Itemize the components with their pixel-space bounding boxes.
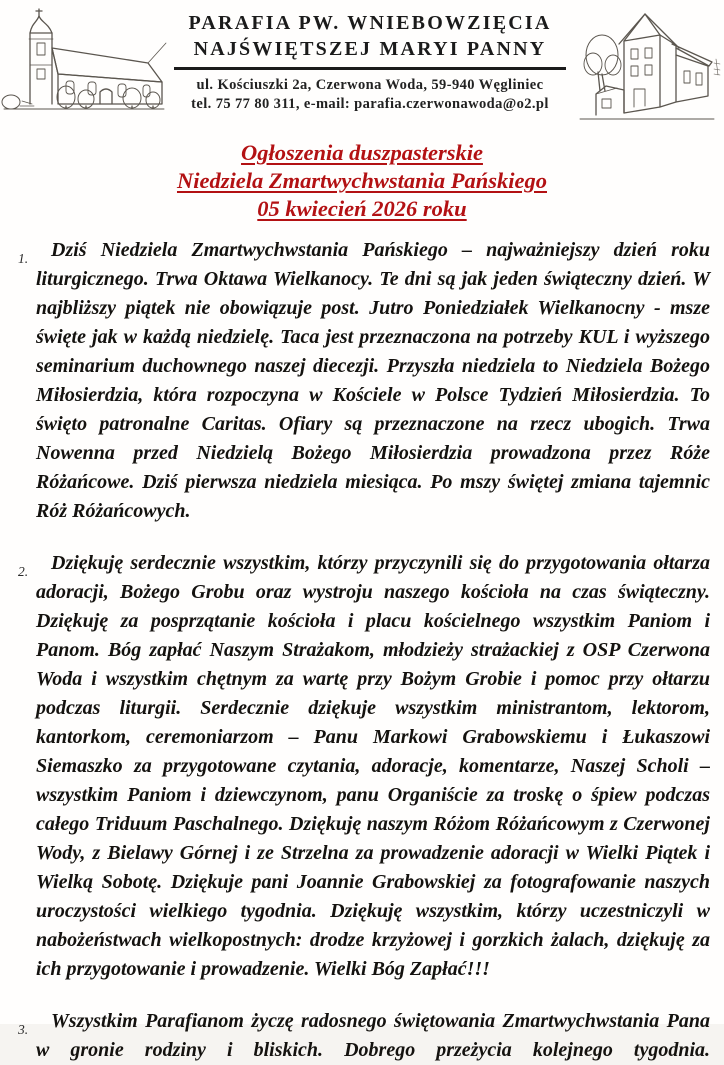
item-text: Dziś Niedziela Zmartwychwstania Pańskiego – najważniejszy dzień roku liturgicznego. Trwa Oktawa Wielkanocy. Te dni są jak jeden świąteczny dzień. W najbliższy piątek nie obowiązuje post. Jutro Poniedziałek Wielkanocny - msze święte jak w każdą niedzielę. Taca jest przeznaczona na potrzeby KUL i wyższego seminarium duchownego naszej diecezji. Przyszła niedziela to Niedziela Bożego Miłosierdzia, która rozpoczyna w Kościele w Polsce Tydzień Miłosierdzia. To święto patronalne Caritas. Ofiary są przeznaczone na rzecz ubogich. Trwa Nowenna przed Niedzielą Bożego Miłosierdzia prowadzona przez Róże Różańcowe. Dziś pierwsza niedziela miesiąca. Po mszy świętej zmiana tajemnic Róż Różańcowych.: [36, 239, 710, 522]
heading-line-3: 05 kwiecień 2026 roku: [257, 196, 467, 221]
announcement-item-2: [14, 549, 710, 984]
church-drawing-left-icon: [0, 3, 168, 119]
announcement-heading: [0, 139, 724, 223]
parish-masthead: [0, 0, 724, 129]
masthead-divider: [174, 67, 566, 70]
announcement-body: [0, 223, 724, 1065]
parish-address-line: ul. Kościuszki 2a, Czerwona Woda, 59-940 Węgliniec: [196, 76, 544, 93]
item-number: 3.: [18, 1022, 29, 1037]
parish-title-line1: PARAFIA PW. WNIEBOWZIĘCIA: [188, 12, 552, 34]
parish-contact-line: tel. 75 77 80 311, e-mail: parafia.czerwonawoda@o2.pl: [191, 95, 549, 112]
parish-title-line2: NAJŚWIĘTSZEJ MARYI PANNY: [193, 38, 547, 60]
item-text: Dziękuję serdecznie wszystkim, którzy przyczynili się do przygotowania ołtarza adoracji, Bożego Grobu oraz wystroju naszego kościoła na czas świąteczny. Dziękuję za posprzątanie kościoła i placu kościelnego wszystkim Paniom i Panom. Bóg zapłać Naszym Strażakom, młodzieży strażackiej z OSP Czerwona Woda i wszystkim chętnym za wartę przy Bożym Grobie i pomoc przy ołtarzu podczas liturgii. Serdecznie dziękuje wszystkim ministrantom, lektorom, kantorkom, ceremoniarzom – Panu Markowi Grabowskiemu i Łukaszowi Siemaszko za przygotowane czytania, adoracje, komentarze, Naszej Scholi – wszystkim Paniom i dziewczynom, panu Organiście za troskę o śpiew podczas całego Triduum Paschalnego. Dziękuję naszym Różom Różańcowym z Czerwonej Wody, z Bielawy Górnej i ze Strzelna za prowadzenie adoracji w Wielki Piątek i Wielką Sobotę. Dziękuje pani Joannie Grabowskiej za fotografowanie naszych uroczystości wielkiego tygodnia. Dziękuję wszystkim, którzy uczestniczyli w nabożeństwach wielkopostnych: drodze krzyżowej i gorzkich żalach, dziękuję za ich przygotowanie i prowadzenie. Wielki Bóg Zapłać!!!: [36, 552, 710, 980]
item-text: Wszystkim Parafianom życzę radosnego świętowania Zmartwychwstania Pana w gronie rodziny i bliskich. Dobrego przeżycia kolejnego tygodnia.: [36, 1010, 710, 1061]
announcement-item-1: [14, 236, 710, 526]
item-number: 1.: [18, 251, 29, 266]
heading-line-1: Ogłoszenia duszpasterskie: [241, 140, 483, 165]
masthead-text-block: [168, 3, 572, 114]
announcement-item-3: [14, 1007, 710, 1065]
item-number: 2.: [18, 564, 29, 579]
artist-signature: [714, 59, 720, 75]
church-drawing-right-icon: [572, 3, 724, 129]
heading-line-2: Niedziela Zmartwychwstania Pańskiego: [176, 168, 547, 193]
